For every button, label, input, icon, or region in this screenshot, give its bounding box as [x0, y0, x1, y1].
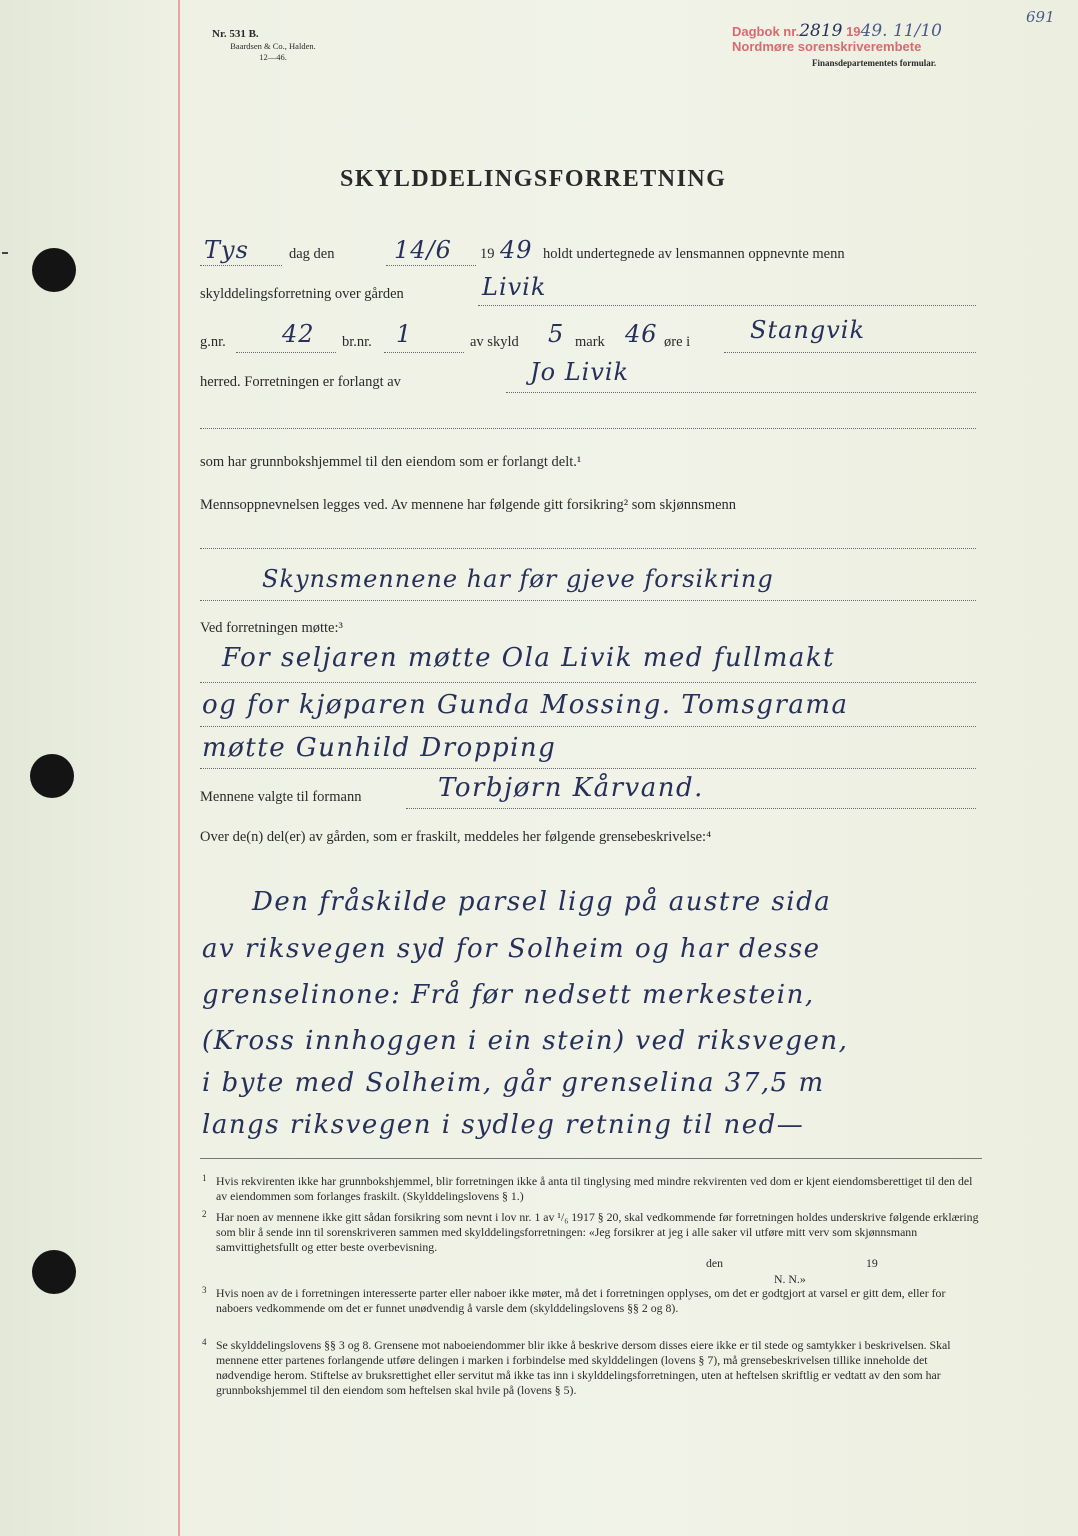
- insurance-hand: Skynsmennene har før gjeve forsikring: [262, 565, 774, 593]
- punch-hole-middle: [30, 754, 74, 798]
- boundary-line-2: av riksvegen syd for Solheim og har desse: [202, 934, 821, 964]
- stamp-dagbok-number: 2819: [799, 21, 843, 41]
- stamp-year-print: 19: [846, 24, 861, 39]
- year-hand: 49: [500, 236, 533, 264]
- dotted-line: [200, 428, 976, 429]
- skyld-label: av skyld: [470, 334, 519, 350]
- line1-text: holdt undertegnede av lensmannen oppnevnte menn: [543, 246, 845, 262]
- dotted-line: [200, 768, 976, 769]
- stamp-year-hand: 49. 11/10: [860, 21, 942, 41]
- gnr-label: g.nr.: [200, 334, 226, 350]
- dotted-line: [200, 682, 976, 683]
- printer-line-1: Baardsen & Co., Halden.: [230, 41, 316, 51]
- boundary-line-1: Den fråskilde parsel ligg på austre sida: [252, 887, 832, 917]
- dotted-line: [236, 352, 336, 353]
- ore-label: øre i: [664, 334, 691, 350]
- footnote-3-number: 3: [202, 1285, 207, 1295]
- boundary-line-5: i byte med Solheim, går grenselina 37,5 m: [202, 1068, 825, 1098]
- boundary-line-4: (Kross innhoggen i ein stein) ved riksvegen,: [202, 1026, 849, 1056]
- ved-forretningen-label: Ved forretningen møtte:³: [200, 620, 343, 636]
- footnote-2-signature: N. N.»: [774, 1272, 806, 1286]
- mark-label: mark: [575, 334, 605, 350]
- form-origin: Finansdepartementets formular.: [812, 58, 937, 68]
- line6-text: Mennsoppnevnelsen legges ved. Av mennene har følgende gitt forsikring² som skjønnsmenn: [200, 497, 737, 513]
- ore-hand: 46: [625, 320, 658, 348]
- registry-stamp: [732, 21, 942, 54]
- footnote-4-text: Se skylddelingslovens §§ 3 og 8. Grensene mot naboeiendommer blir ikke å beskrive dersom disses eiere ikke er til stede og samtykker i beskrivelsen. Skal mennene etter partenes forlangende utføre delingen i marken i forbindelse med skylddelingen (lovens § 7), må grensebeskrivelsen tillike inneholde det nødvendige herom. Stiftelse av bruksrettighet eller servitut må ikke tas inn i skylddelingsforretningen, uten at heftelsen skriftlig er vedtatt av den som har grunnbokshjemmel til den eiendom som heftelsen skal hvile på (lovens § 5).: [216, 1338, 951, 1397]
- footnote-3-text: Hvis noen av de i forretningen interesserte parter eller naboer ikke møter, må det i forretningen opplyses, om det er godtgjort at varsel er gitt dem, eller for naboers vedkommende om det er funnet unødvendig å varsle dem (skylddelingslovens §§ 2 og 8).: [216, 1286, 946, 1315]
- footnote-4-number: 4: [202, 1337, 207, 1347]
- attendees-line-3: møtte Gunhild Dropping: [202, 733, 557, 763]
- dotted-line: [200, 726, 976, 727]
- punch-hole-bottom: [32, 1250, 76, 1294]
- over-label: Over de(n) del(er) av gården, som er fraskilt, meddeles her følgende grensebeskrivelse:⁴: [200, 829, 712, 845]
- footnote-1-text: Hvis rekvirenten ikke har grunnbokshjemmel, blir forretningen ikke å anta til tinglysing med mindre rekvirenten ved dom er kjent eiendomsberettiget til den del av eiendommen som forlanges fraskilt. (Skylddelingslovens § 1.): [216, 1174, 973, 1203]
- punch-hole-top: [32, 248, 76, 292]
- farm-hand: Livik: [482, 273, 547, 301]
- footnote-2-text: Har noen av mennene ikke gitt sådan forsikring som nevnt i lov nr. 1 av ¹/₆ 1917 § 20, skal vedkommende før forretningen holdes underskrive følgende erklæring som blir å sende inn til sorenskriveren sammen med skylddelingsforretningen: «Jeg forsikrer at jeg i alle saker vil utføre mitt verv som skjønnsmann samvittighetsfullt og etter beste overbevisning.: [216, 1210, 979, 1254]
- dotted-line: [384, 352, 464, 353]
- attendees-line-1: For seljaren møtte Ola Livik med fullmakt: [222, 643, 836, 673]
- footnote-1-number: 1: [202, 1173, 207, 1183]
- line5-text: som har grunnbokshjemmel til den eiendom som er forlangt delt.¹: [200, 454, 582, 470]
- line4-text: herred. Forretningen er forlangt av: [200, 374, 401, 390]
- brnr-hand: 1: [396, 320, 413, 348]
- attendees-line-2: og for kjøparen Gunda Mossing. Tomsgrama: [202, 690, 849, 720]
- printer-info: [200, 41, 346, 63]
- dotted-line: [200, 548, 976, 549]
- stamp-dagbok-label: Dagbok nr.: [732, 24, 800, 39]
- dotted-line: [478, 305, 976, 306]
- printer-line-2: 12—46.: [259, 52, 287, 62]
- brnr-label: br.nr.: [342, 334, 372, 350]
- footnote-separator: [200, 1158, 982, 1159]
- footnote-2: [202, 1210, 982, 1255]
- boundary-line-3: grenselinone: Frå før nedsett merkestein,: [202, 980, 815, 1010]
- footnote-2-number: 2: [202, 1209, 207, 1219]
- dotted-line: [200, 600, 976, 601]
- dotted-line: [386, 265, 476, 266]
- gnr-hand: 42: [282, 320, 315, 348]
- herred-hand: Stangvik: [750, 316, 865, 344]
- footnote-4: [202, 1338, 982, 1398]
- stamp-office: Nordmøre sorenskriverembete: [732, 39, 922, 54]
- formann-label: Mennene valgte til formann: [200, 789, 362, 805]
- footnote-2-den: den: [706, 1256, 724, 1270]
- footnote-3: [202, 1286, 982, 1316]
- requester-hand: Jo Livik: [530, 358, 630, 386]
- weekday-hand: Tys: [204, 236, 249, 264]
- footnote-2-year: 19: [866, 1256, 878, 1270]
- year-print: 19: [480, 246, 495, 262]
- dotted-line: [724, 352, 976, 353]
- footnote-1: [202, 1174, 982, 1204]
- form-number: Nr. 531 B.: [212, 28, 259, 40]
- edge-mark: [2, 252, 8, 254]
- dag-den-label: dag den: [289, 246, 335, 262]
- boundary-line-6: langs riksvegen i sydleg retning til ned—: [202, 1110, 805, 1140]
- page-number-hand: 691: [1026, 8, 1055, 26]
- date-hand: 14/6: [394, 236, 452, 264]
- line2-text: skylddelingsforretning over gården: [200, 286, 404, 302]
- page-title: SKYLDDELINGSFORRETNING: [340, 166, 727, 192]
- skyld-hand: 5: [548, 320, 565, 348]
- formann-hand: Torbjørn Kårvand.: [438, 773, 704, 803]
- dotted-line: [200, 265, 282, 266]
- red-margin-line: [178, 0, 180, 1536]
- dotted-line: [406, 808, 976, 809]
- dotted-line: [506, 392, 976, 393]
